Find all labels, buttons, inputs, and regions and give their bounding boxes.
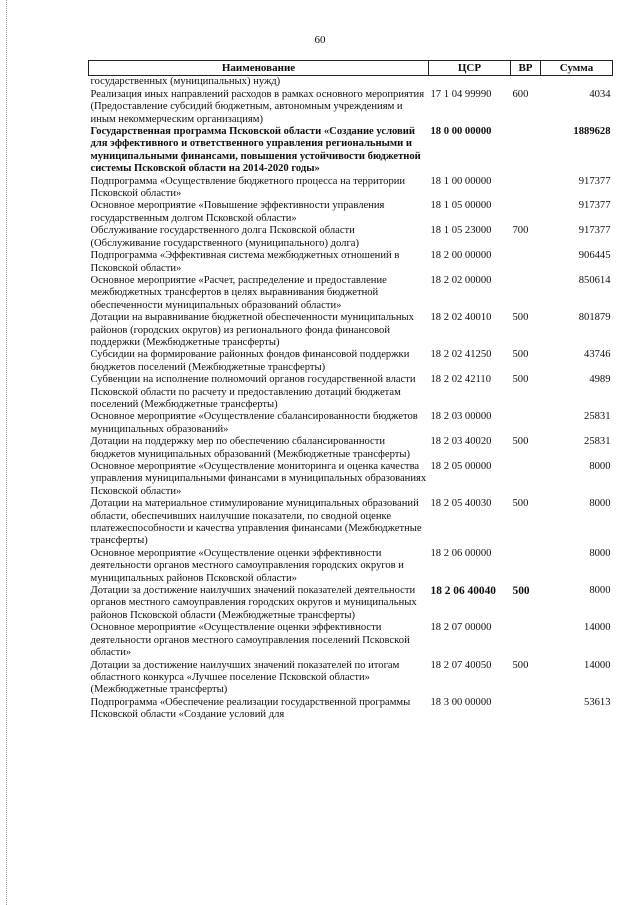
table-row [89, 585, 613, 622]
cell-sum: 8000 [589, 547, 611, 559]
cell-vr: 500 [512, 498, 529, 510]
cell-sum: 8000 [589, 585, 611, 597]
table-row [89, 461, 613, 498]
cell-sum: 4034 [589, 88, 611, 100]
table-row [89, 250, 613, 275]
cell-sum: 43746 [584, 349, 611, 361]
cell-vr: 600 [512, 88, 529, 100]
cell-name: Основное мероприятие «Повышение эффективности управления государственным долгом Псковской области» [90, 200, 385, 224]
cell-name: Подпрограмма «Обеспечение реализации государственной программы Псковской области «Создание условий для [90, 696, 411, 721]
cell-name: Субвенции на исполнение полномочий органов государственной власти Псковской области по расчету и предоставлению дотаций бюджетам поселений (Межбюджетные трансферты) [90, 374, 416, 410]
budget-table [88, 60, 613, 722]
cell-sum: 917377 [578, 175, 611, 187]
table-row [89, 89, 613, 126]
cell-vr: 500 [512, 436, 529, 448]
page-number: 60 [314, 34, 326, 46]
header-name: Наименование [89, 61, 429, 76]
cell-name: Дотации на выравнивание бюджетной обеспеченности муниципальных районов (городских округов) из регионального фонда финансовой поддержки (Межбюджетные трансферты) [90, 312, 414, 348]
cell-name: Основное мероприятие «Осуществление оценки эффективности деятельности органов местного самоуправления поселений Псковской области» [90, 622, 410, 659]
cell-csr: 18 2 02 41250 [430, 349, 492, 361]
cell-sum: 8000 [589, 498, 611, 510]
table-row [89, 275, 613, 312]
cell-vr [511, 76, 541, 89]
cell-sum: 14000 [584, 622, 611, 634]
cell-sum: 25831 [584, 436, 611, 448]
cell-csr: 18 2 05 00000 [430, 461, 492, 472]
table-header-row [89, 61, 613, 76]
cell-sum: 906445 [578, 250, 611, 262]
cell-vr [511, 411, 541, 436]
cell-sum [541, 76, 613, 89]
cell-csr: 18 2 00 00000 [430, 250, 492, 262]
cell-csr: 18 2 06 00000 [430, 547, 492, 559]
header-sum: Сумма [541, 61, 613, 76]
cell-vr [511, 622, 541, 659]
cell-name: Дотации за достижение наилучших значений показателей по итогам областного конкурса «Лучшее поселение Псковской области» (Межбюджетные трансферты) [90, 659, 400, 696]
cell-sum: 4989 [589, 374, 611, 386]
cell-name: Реализация иных направлений расходов в рамках основного мероприятия (Предоставление субсидий бюджетным, автономным учреждениям и иным некоммерческим организациям) [90, 88, 425, 125]
table-row [89, 349, 613, 374]
cell-name: Субсидии на формирование районных фондов финансовой поддержки бюджетов поселений (Межбюджетные трансферты) [90, 349, 410, 373]
cell-csr: 18 2 02 40010 [430, 312, 492, 324]
table-row [89, 126, 613, 176]
cell-name: Обслуживание государственного долга Псковской области (Обслуживание государственного (муниципального) долга) [90, 225, 360, 249]
cell-csr: 18 2 05 40030 [430, 498, 492, 510]
cell-sum: 14000 [584, 659, 611, 671]
table-row [89, 498, 613, 548]
header-csr: ЦСР [429, 61, 511, 76]
table-row [89, 697, 613, 722]
cell-name: Основное мероприятие «Осуществление мониторинга и оценка качества управления муниципальными финансами в муниципальных образованиях Псковской области» [90, 461, 427, 497]
header-vr: ВР [511, 61, 541, 76]
cell-vr [511, 126, 541, 176]
cell-csr: 18 2 06 40040 [430, 585, 496, 598]
cell-vr: 500 [512, 374, 529, 386]
cell-name: Основное мероприятие «Расчет, распределение и предоставление межбюджетных трансфертов в целях выравнивания бюджетной обеспеченности муниципальных образований области» [90, 274, 387, 311]
table-row [89, 622, 613, 659]
cell-sum: 801879 [578, 312, 611, 324]
table-row [89, 374, 613, 411]
cell-csr: 18 2 07 40050 [430, 659, 492, 671]
cell-name: Дотации за достижение наилучших значений показателей деятельности органов местного самоуправления городских округов и муниципальных районов Псковской области (Межбюджетные трансферты) [90, 585, 417, 621]
cell-name: Дотации на поддержку мер по обеспечению сбалансированности бюджетов муниципальных образований (Межбюджетные трансферты) [90, 436, 411, 460]
cell-name: Подпрограмма «Эффективная система межбюджетных отношений в Псковской области» [90, 250, 400, 274]
cell-vr [511, 275, 541, 312]
cell-csr: 18 1 00 00000 [430, 175, 492, 187]
scan-edge [0, 0, 7, 905]
cell-sum: 917377 [578, 200, 611, 212]
cell-csr: 18 2 03 00000 [430, 411, 492, 423]
cell-csr: 18 2 07 00000 [430, 622, 492, 634]
table-row [89, 548, 613, 585]
table-row [89, 411, 613, 436]
cell-vr [511, 200, 541, 225]
cell-csr: 18 2 03 40020 [430, 436, 492, 448]
cell-sum: 8000 [589, 461, 611, 472]
cell-sum: 25831 [584, 411, 611, 423]
cell-vr [511, 548, 541, 585]
cell-vr [511, 461, 541, 498]
cell-csr: 18 1 05 23000 [430, 225, 492, 237]
cell-vr [511, 250, 541, 275]
cell-vr: 700 [512, 225, 529, 237]
cell-vr: 500 [512, 312, 529, 324]
cell-name: Основное мероприятие «Осуществление сбалансированности бюджетов муниципальных образований» [90, 411, 418, 435]
cell-vr: 500 [512, 659, 529, 671]
table-row [89, 225, 613, 250]
table-row [89, 660, 613, 697]
cell-csr [429, 76, 511, 89]
cell-name: государственных (муниципальных) нужд) [90, 76, 281, 88]
table-row [89, 200, 613, 225]
cell-vr: 500 [512, 585, 530, 598]
cell-csr: 18 1 05 00000 [430, 200, 492, 212]
cell-sum: 1889628 [573, 126, 611, 138]
cell-sum: 850614 [578, 274, 611, 286]
cell-csr: 18 0 00 00000 [430, 126, 492, 138]
cell-name: Основное мероприятие «Осуществление оценки эффективности деятельности органов местного самоуправления городских округов и муниципальных районов Псковской области» [90, 547, 404, 584]
cell-vr [511, 176, 541, 201]
cell-csr: 18 2 02 42110 [430, 374, 492, 386]
cell-sum: 917377 [578, 225, 611, 237]
table-row [89, 176, 613, 201]
table-row [89, 76, 613, 89]
cell-name: Государственная программа Псковской области «Создание условий для эффективного и ответственного управления региональными и муниципальными финансами, повышения устойчивости бюджетной системы Псковской области на 2014-2020 годы» [90, 126, 421, 175]
cell-vr: 500 [512, 349, 529, 361]
cell-vr [511, 697, 541, 722]
cell-name: Дотации на материальное стимулирование муниципальных образований области, обеспечивших наилучшие показатели, по сводной оценке платежеспособности и качества управления финансами (Межбюджетные трансферты) [90, 498, 422, 547]
table-row [89, 436, 613, 461]
cell-sum: 53613 [584, 696, 611, 708]
cell-csr: 17 1 04 99990 [430, 88, 492, 100]
table-row [89, 312, 613, 349]
cell-name: Подпрограмма «Осуществление бюджетного процесса на территории Псковской области» [90, 175, 406, 200]
cell-csr: 18 2 02 00000 [430, 274, 492, 286]
cell-csr: 18 3 00 00000 [430, 696, 492, 708]
